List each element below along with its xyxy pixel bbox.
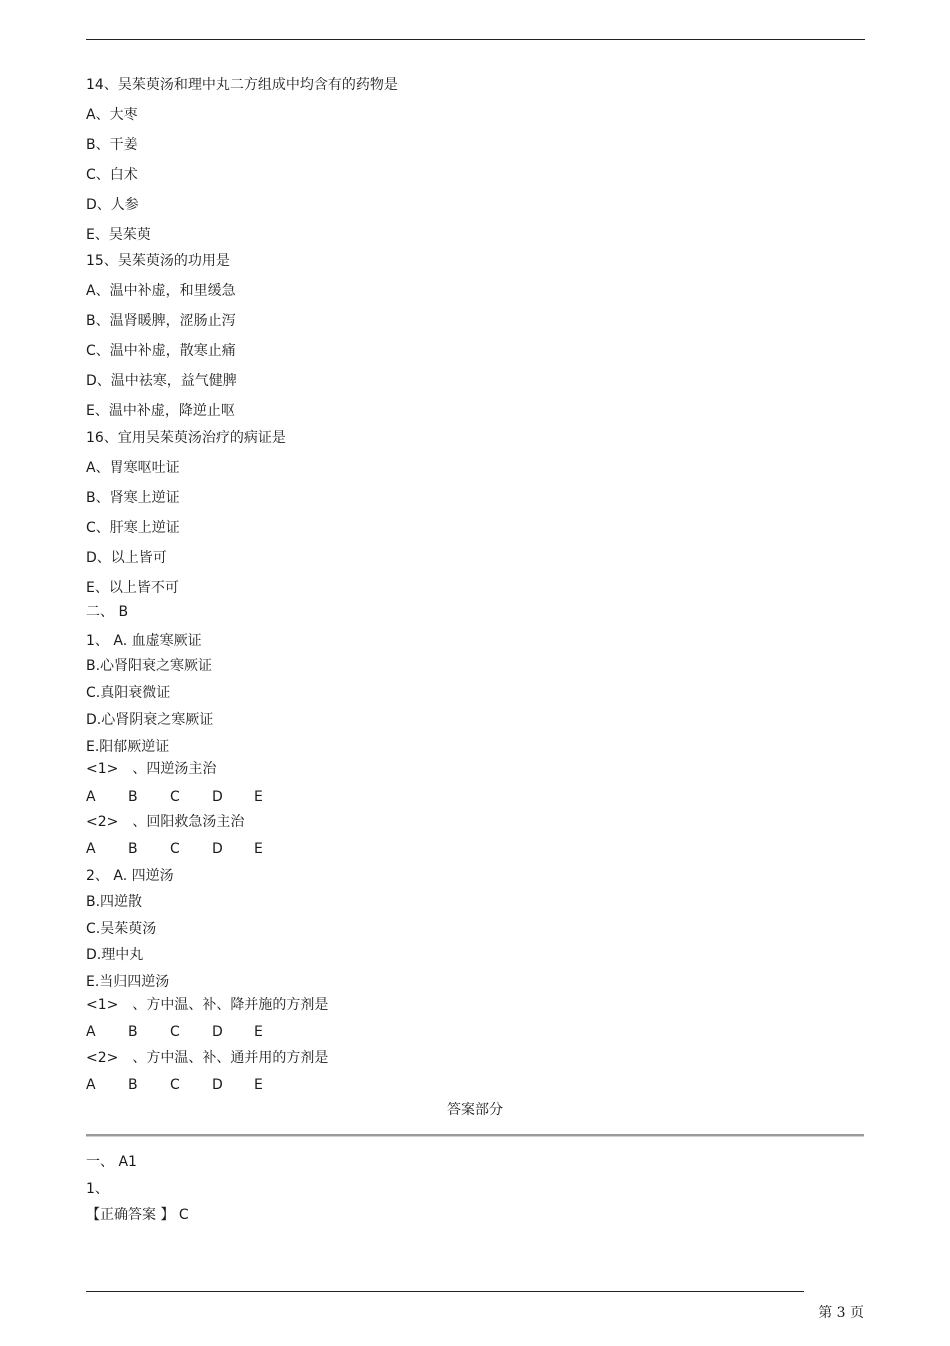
b1-option-b: B.心肾阳衰之寒厥证 [86, 658, 213, 674]
correct-answer: 【正确答案 】 C [86, 1207, 189, 1223]
choice-c[interactable]: C [170, 1077, 180, 1093]
question-14: 14、吴茱萸汤和理中丸二方组成中均含有的药物是 [86, 77, 398, 93]
b1-sub-question-1: <1> 、四逆汤主治 [86, 761, 217, 777]
choice-e[interactable]: E [254, 841, 263, 857]
q15-option-a: A、温中补虚，和里缓急 [86, 283, 236, 299]
choice-b[interactable]: B [128, 1077, 138, 1093]
q16-option-b: B、肾寒上逆证 [86, 490, 180, 506]
q14-option-e: E、吴茱萸 [86, 227, 151, 243]
choice-a[interactable]: A [86, 789, 96, 805]
choice-d[interactable]: D [212, 841, 223, 857]
b1-option-a: 1、 A. 血虚寒厥证 [86, 633, 202, 649]
q16-option-e: E、以上皆不可 [86, 580, 179, 596]
choice-d[interactable]: D [212, 1024, 223, 1040]
answer-a1-heading: 一、 A1 [86, 1154, 137, 1170]
choice-c[interactable]: C [170, 841, 180, 857]
q14-option-c: C、白术 [86, 167, 138, 183]
choice-d[interactable]: D [212, 789, 223, 805]
b2-option-e: E.当归四逆汤 [86, 974, 170, 990]
choice-d[interactable]: D [212, 1077, 223, 1093]
b1-option-e: E.阳郁厥逆证 [86, 739, 170, 755]
b1-option-d: D.心肾阴衰之寒厥证 [86, 712, 214, 728]
q15-option-d: D、温中祛寒，益气健脾 [86, 373, 237, 389]
b1-option-c: C.真阳衰微证 [86, 685, 171, 701]
q14-option-b: B、干姜 [86, 137, 138, 153]
footer-rule [86, 1291, 804, 1292]
question-16: 16、宜用吴茱萸汤治疗的病证是 [86, 430, 286, 446]
choice-b[interactable]: B [128, 841, 138, 857]
choice-e[interactable]: E [254, 1077, 263, 1093]
q16-option-a: A、胃寒呕吐证 [86, 460, 180, 476]
page-number: 第 3 页 [818, 1305, 864, 1321]
b2-sub-question-2: <2> 、方中温、补、通并用的方剂是 [86, 1050, 329, 1066]
b2-option-a: 2、 A. 四逆汤 [86, 868, 174, 884]
answer-section-title: 答案部分 [447, 1102, 503, 1118]
q15-option-c: C、温中补虚，散寒止痛 [86, 343, 236, 359]
q14-option-d: D、人参 [86, 197, 139, 213]
b1-sub-question-2: <2> 、回阳救急汤主治 [86, 814, 245, 830]
answer-item-1: 1、 [86, 1181, 109, 1197]
b2-sub-question-1: <1> 、方中温、补、降并施的方剂是 [86, 997, 329, 1013]
q16-option-c: C、肝寒上逆证 [86, 520, 180, 536]
header-rule [86, 39, 865, 40]
choice-b[interactable]: B [128, 789, 138, 805]
q15-option-e: E、温中补虚，降逆止呕 [86, 403, 235, 419]
question-15: 15、吴茱萸汤的功用是 [86, 253, 230, 269]
b2-option-d: D.理中丸 [86, 947, 144, 963]
b2-option-c: C.吴茱萸汤 [86, 921, 157, 937]
section-b-heading: 二、 B [86, 604, 129, 620]
q14-option-a: A、大枣 [86, 107, 138, 123]
choice-a[interactable]: A [86, 1024, 96, 1040]
choice-b[interactable]: B [128, 1024, 138, 1040]
choice-c[interactable]: C [170, 789, 180, 805]
choice-c[interactable]: C [170, 1024, 180, 1040]
q15-option-b: B、温肾暖脾，涩肠止泻 [86, 313, 236, 329]
choice-a[interactable]: A [86, 1077, 96, 1093]
answer-section-rule [86, 1134, 864, 1137]
choice-e[interactable]: E [254, 789, 263, 805]
choice-a[interactable]: A [86, 841, 96, 857]
choice-e[interactable]: E [254, 1024, 263, 1040]
q16-option-d: D、以上皆可 [86, 550, 167, 566]
b2-option-b: B.四逆散 [86, 894, 143, 910]
